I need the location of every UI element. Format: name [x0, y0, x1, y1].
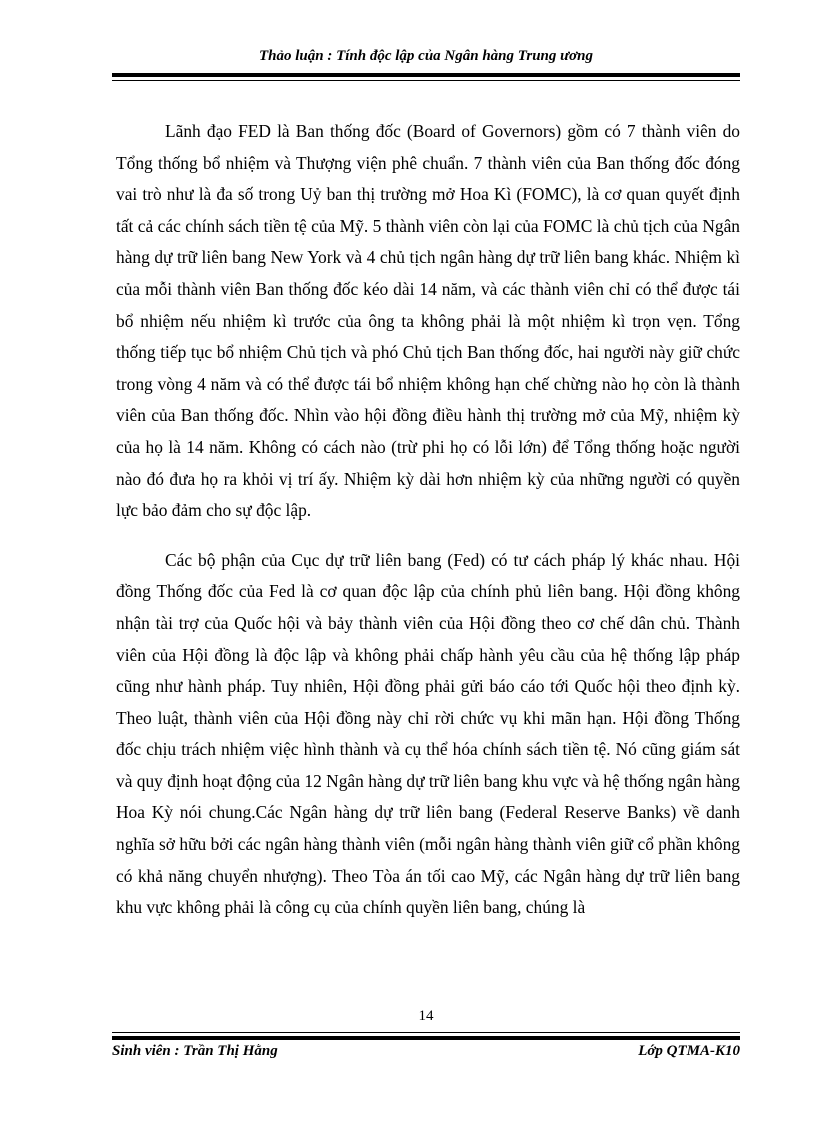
paragraph-fed-legal-status: Các bộ phận của Cục dự trữ liên bang (Fed) có tư cách pháp lý khác nhau. Hội đồng Thống đốc của Fed là cơ quan độc lập của chính phủ liên bang. Hội đồng không nhận tài trợ của Quốc hội và bảy thành viên của Hội đồng theo cơ chế dân chủ. Thành viên của Hội đồng là độc lập và không phải chấp hành yêu cầu của hệ thống lập pháp cũng như hành pháp. Tuy nhiên, Hội đồng phải gửi báo cáo tới Quốc hội theo định kỳ. Theo luật, thành viên của Hội đồng này chỉ rời chức vụ khi mãn hạn. Hội đồng Thống đốc chịu trách nhiệm việc hình thành và cụ thể hóa chính sách tiền tệ. Nó cũng giám sát và quy định hoạt động của 12 Ngân hàng dự trữ liên bang khu vực và hệ thống ngân hàng Hoa Kỳ nói chung.Các Ngân hàng dự trữ liên bang (Federal Reserve Banks) về danh nghĩa sở hữu bởi các ngân hàng thành viên (mỗi ngân hàng thành viên giữ cổ phần không có khả năng chuyển nhượng). Theo Tòa án tối cao Mỹ, các Ngân hàng dự trữ liên bang khu vực không phải là công cụ của chính quyền liên bang, chúng là: [116, 549, 740, 918]
page-header-title: Thảo luận : Tính độc lập của Ngân hàng Trung ương: [258, 48, 594, 64]
header-divider-thin: [112, 80, 740, 81]
header-divider-thick: [112, 73, 740, 77]
footer-divider-thin: [112, 1032, 740, 1033]
footer-student-name: Sinh viên : Trần Thị Hằng: [112, 1043, 278, 1059]
page-number: 14: [418, 1008, 434, 1024]
body-text: [116, 116, 740, 924]
footer-class-label: Lớp QTMA-K10: [638, 1043, 740, 1059]
footer-divider-thick: [112, 1036, 740, 1040]
paragraph-fed-leadership: Lãnh đạo FED là Ban thống đốc (Board of Governors) gồm có 7 thành viên do Tổng thống bổ nhiệm và Thượng viện phê chuẩn. 7 thành viên của Ban thống đốc đóng vai trò như là đa số trong Uỷ ban thị trường mở Hoa Kì (FOMC), là cơ quan quyết định tất cả các chính sách tiền tệ của Mỹ. 5 thành viên còn lại của FOMC là chủ tịch của Ngân hàng dự trữ liên bang New York và 4 chủ tịch ngân hàng dự trữ liên bang khác. Nhiệm kì của mỗi thành viên Ban thống đốc kéo dài 14 năm, và các thành viên chỉ có thể được tái bổ nhiệm nếu nhiệm kì trước của ông ta không phải là một nhiệm kì trọn vẹn. Tổng thống tiếp tục bổ nhiệm Chủ tịch và phó Chủ tịch Ban thống đốc, hai người này giữ chức trong vòng 4 năm và có thể được tái bổ nhiệm không hạn chế chừng nào họ còn là thành viên của Ban thống đốc. Nhìn vào hội đồng điều hành thị trường mở của Mỹ, nhiệm kỳ của họ là 14 năm. Không có cách nào (trừ phi họ có lỗi lớn) để Tổng thống hoặc người nào đó đưa họ ra khỏi vị trí ấy. Nhiệm kỳ dài hơn nhiệm kỳ của những người có quyền lực bảo đảm cho sự độc lập.: [116, 121, 740, 521]
